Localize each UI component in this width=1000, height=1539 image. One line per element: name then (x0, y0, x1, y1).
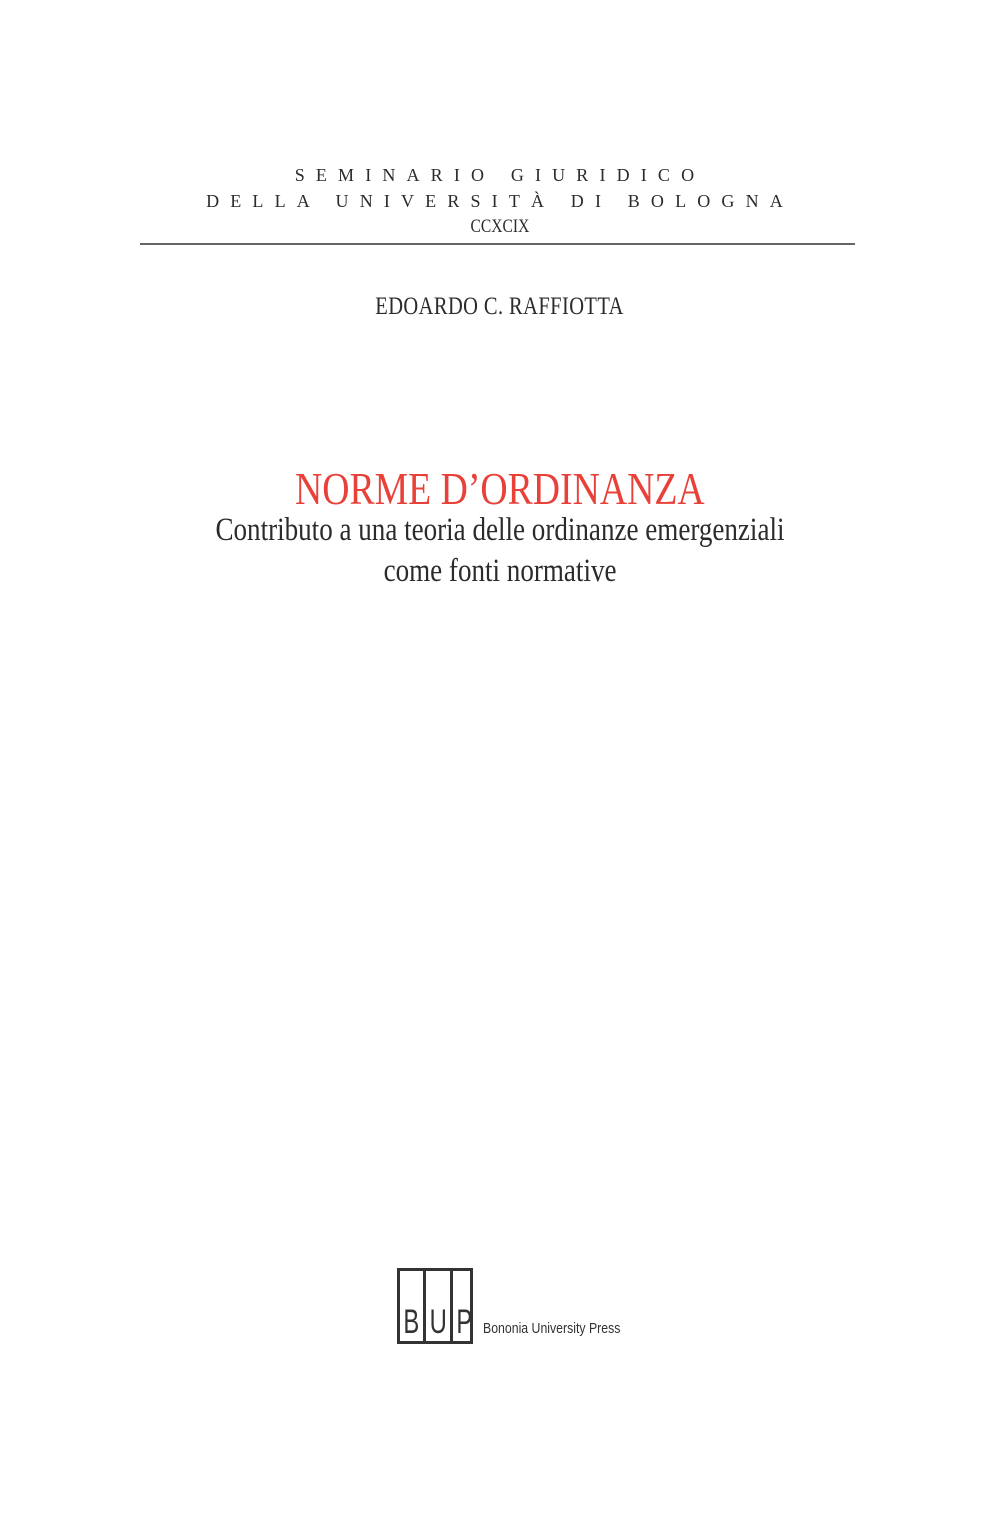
logo-cell-p (453, 1271, 476, 1341)
logo-letter: U (429, 1303, 447, 1341)
author (0, 293, 1000, 321)
series-name-line1: SEMINARIO GIURIDICO (294, 165, 706, 185)
author-text: EDOARDO C. RAFFIOTTA (375, 293, 625, 320)
logo-letter: B (403, 1303, 420, 1341)
series-name-line2: DELLA UNIVERSITÀ DI BOLOGNA (206, 191, 794, 211)
header-rule (140, 243, 855, 245)
publisher-name: Bononia University Press (483, 1320, 621, 1337)
series-number (0, 216, 1000, 238)
publisher-logo (397, 1268, 473, 1344)
book-title-text: NORME D’ORDINANZA (295, 463, 705, 514)
logo-cell-b (400, 1271, 426, 1341)
subtitle-line2-text: come fonti normative (383, 553, 617, 589)
logo-cell-u (426, 1271, 454, 1341)
book-title (0, 462, 1000, 515)
subtitle-line1 (0, 512, 1000, 549)
subtitle-line1-text: Contributo a una teoria delle ordinanze emergenziali (215, 512, 785, 548)
subtitle-line2 (0, 553, 1000, 590)
series-number-text: CCXCIX (470, 216, 530, 237)
logo-letter: P (456, 1303, 473, 1341)
